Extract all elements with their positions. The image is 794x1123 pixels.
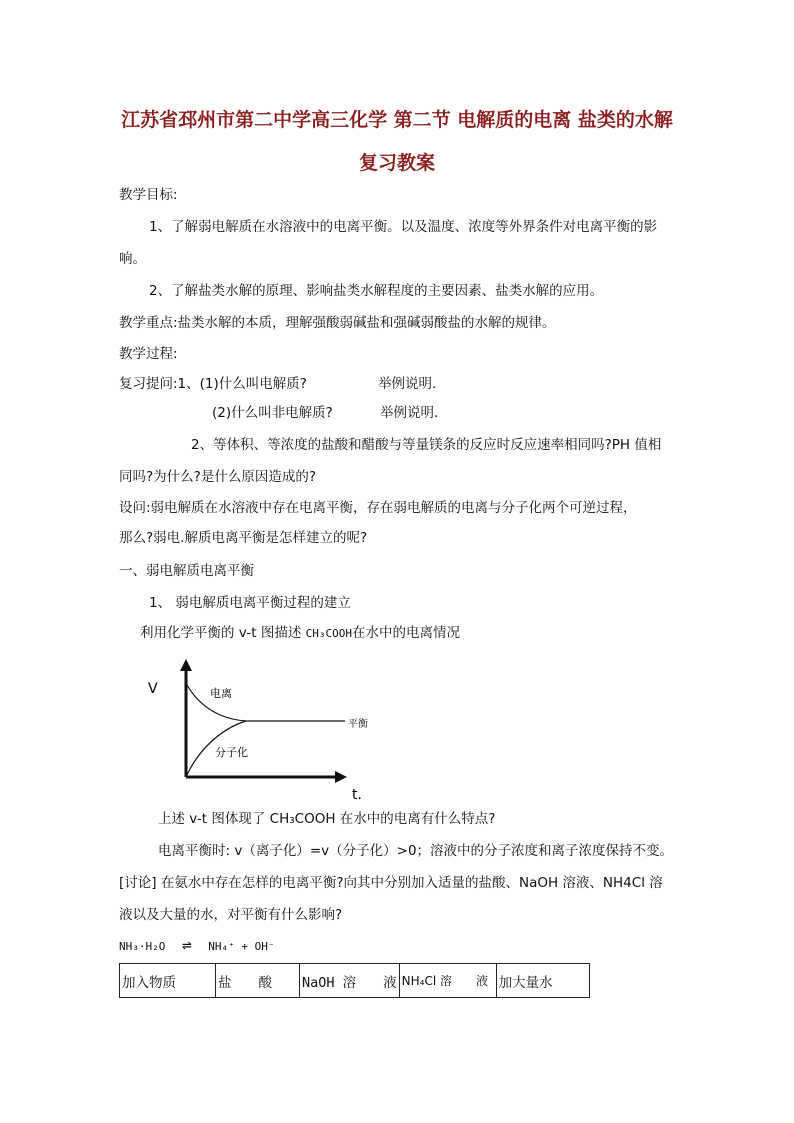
x-axis-label: t. (352, 787, 362, 803)
equation-left: NH₃·H₂O (119, 940, 166, 953)
review-question-1: 复习提问:1、(1)什么叫电解质? (119, 376, 307, 392)
x-axis-arrowhead (335, 771, 347, 783)
table-header-cell: NaOH 溶 液 (300, 964, 400, 998)
objective-item-1-cont: 响。 (119, 251, 146, 267)
graph-intro-formula: CH₃COOH (305, 627, 353, 640)
review-question-2: 2、等体积、等浓度的盐酸和醋酸与等量镁条的反应时反应速率相同吗?PH 值相 (191, 437, 662, 453)
table-header-cell: 盐 酸 (216, 964, 300, 998)
added-substance-table (119, 963, 590, 998)
subsection-1-heading: 1、 弱电解质电离平衡过程的建立 (149, 595, 351, 611)
y-axis-label: V (148, 681, 158, 697)
key-points: 教学重点:盐类水解的本质，理解强酸弱碱盐和强碱弱酸盐的水解的规律。 (119, 315, 556, 331)
review-example-2: 举例说明. (380, 405, 439, 421)
equation-right: NH₄⁺ + OH⁻ (208, 940, 275, 953)
set-question-cont: 那么?弱电.解质电离平衡是怎样建立的呢? (119, 530, 368, 546)
ionization-label: 电离 (210, 687, 232, 700)
graph-intro-suffix: 在水中的电离情况 (352, 625, 461, 641)
objective-item-2: 2、了解盐类水解的原理、影响盐类水解程度的主要因素、盐类水解的应用。 (149, 283, 604, 299)
graph-question: 上述 v-t 图体现了 CH₃COOH 在水中的电离有什么特点? (158, 811, 496, 827)
molecularization-label: 分子化 (215, 746, 248, 759)
discussion-prompt: [讨论] 在氨水中存在怎样的电离平衡?向其中分别加入适量的盐酸、NaOH 溶液、NH4Cl 溶 (119, 875, 663, 891)
graph-intro (140, 624, 460, 643)
reversible-arrow-icon: ⇌ (181, 935, 192, 954)
y-axis-arrowhead (180, 659, 192, 671)
document-title-line1: 江苏省邳州市第二中学高三化学 第二节 电解质的电离 盐类的水解 (121, 109, 673, 131)
graph-intro-prefix: 利用化学平衡的 v-t 图描述 (140, 625, 306, 641)
review-question-2-cont: 同吗?为什么?是什么原因造成的? (119, 469, 316, 485)
table-header-cell: 加大量水 (496, 964, 589, 998)
objectives-heading: 教学目标: (119, 187, 178, 203)
set-question: 设问:弱电解质在水溶液中存在电离平衡，存在弱电解质的电离与分子化两个可逆过程， (119, 500, 637, 516)
process-heading: 教学过程: (119, 346, 178, 362)
equilibrium-label: 平衡 (348, 719, 368, 730)
review-question-1b: (2)什么叫非电解质? (212, 405, 333, 421)
equilibrium-definition: 电离平衡时: v（离子化）=v（分子化）>0；溶液中的分子浓度和离子浓度保持不变。 (158, 843, 674, 859)
section-1-heading: 一、弱电解质电离平衡 (119, 563, 254, 579)
ionization-equation (119, 936, 274, 956)
document-title-line2: 复习教案 (358, 152, 435, 174)
table-header-cell: 加入物质 (120, 964, 216, 998)
table-header-cell: NH₄Cl 溶 液 (399, 964, 496, 998)
table-row (120, 964, 590, 998)
discussion-prompt-cont: 液以及大量的水，对平衡有什么影响? (119, 907, 343, 923)
vt-graph (140, 655, 370, 805)
review-example-1: 举例说明. (378, 376, 437, 392)
objective-item-1: 1、了解弱电解质在水溶液中的电离平衡。以及温度、浓度等外界条件对电离平衡的影 (149, 219, 658, 235)
